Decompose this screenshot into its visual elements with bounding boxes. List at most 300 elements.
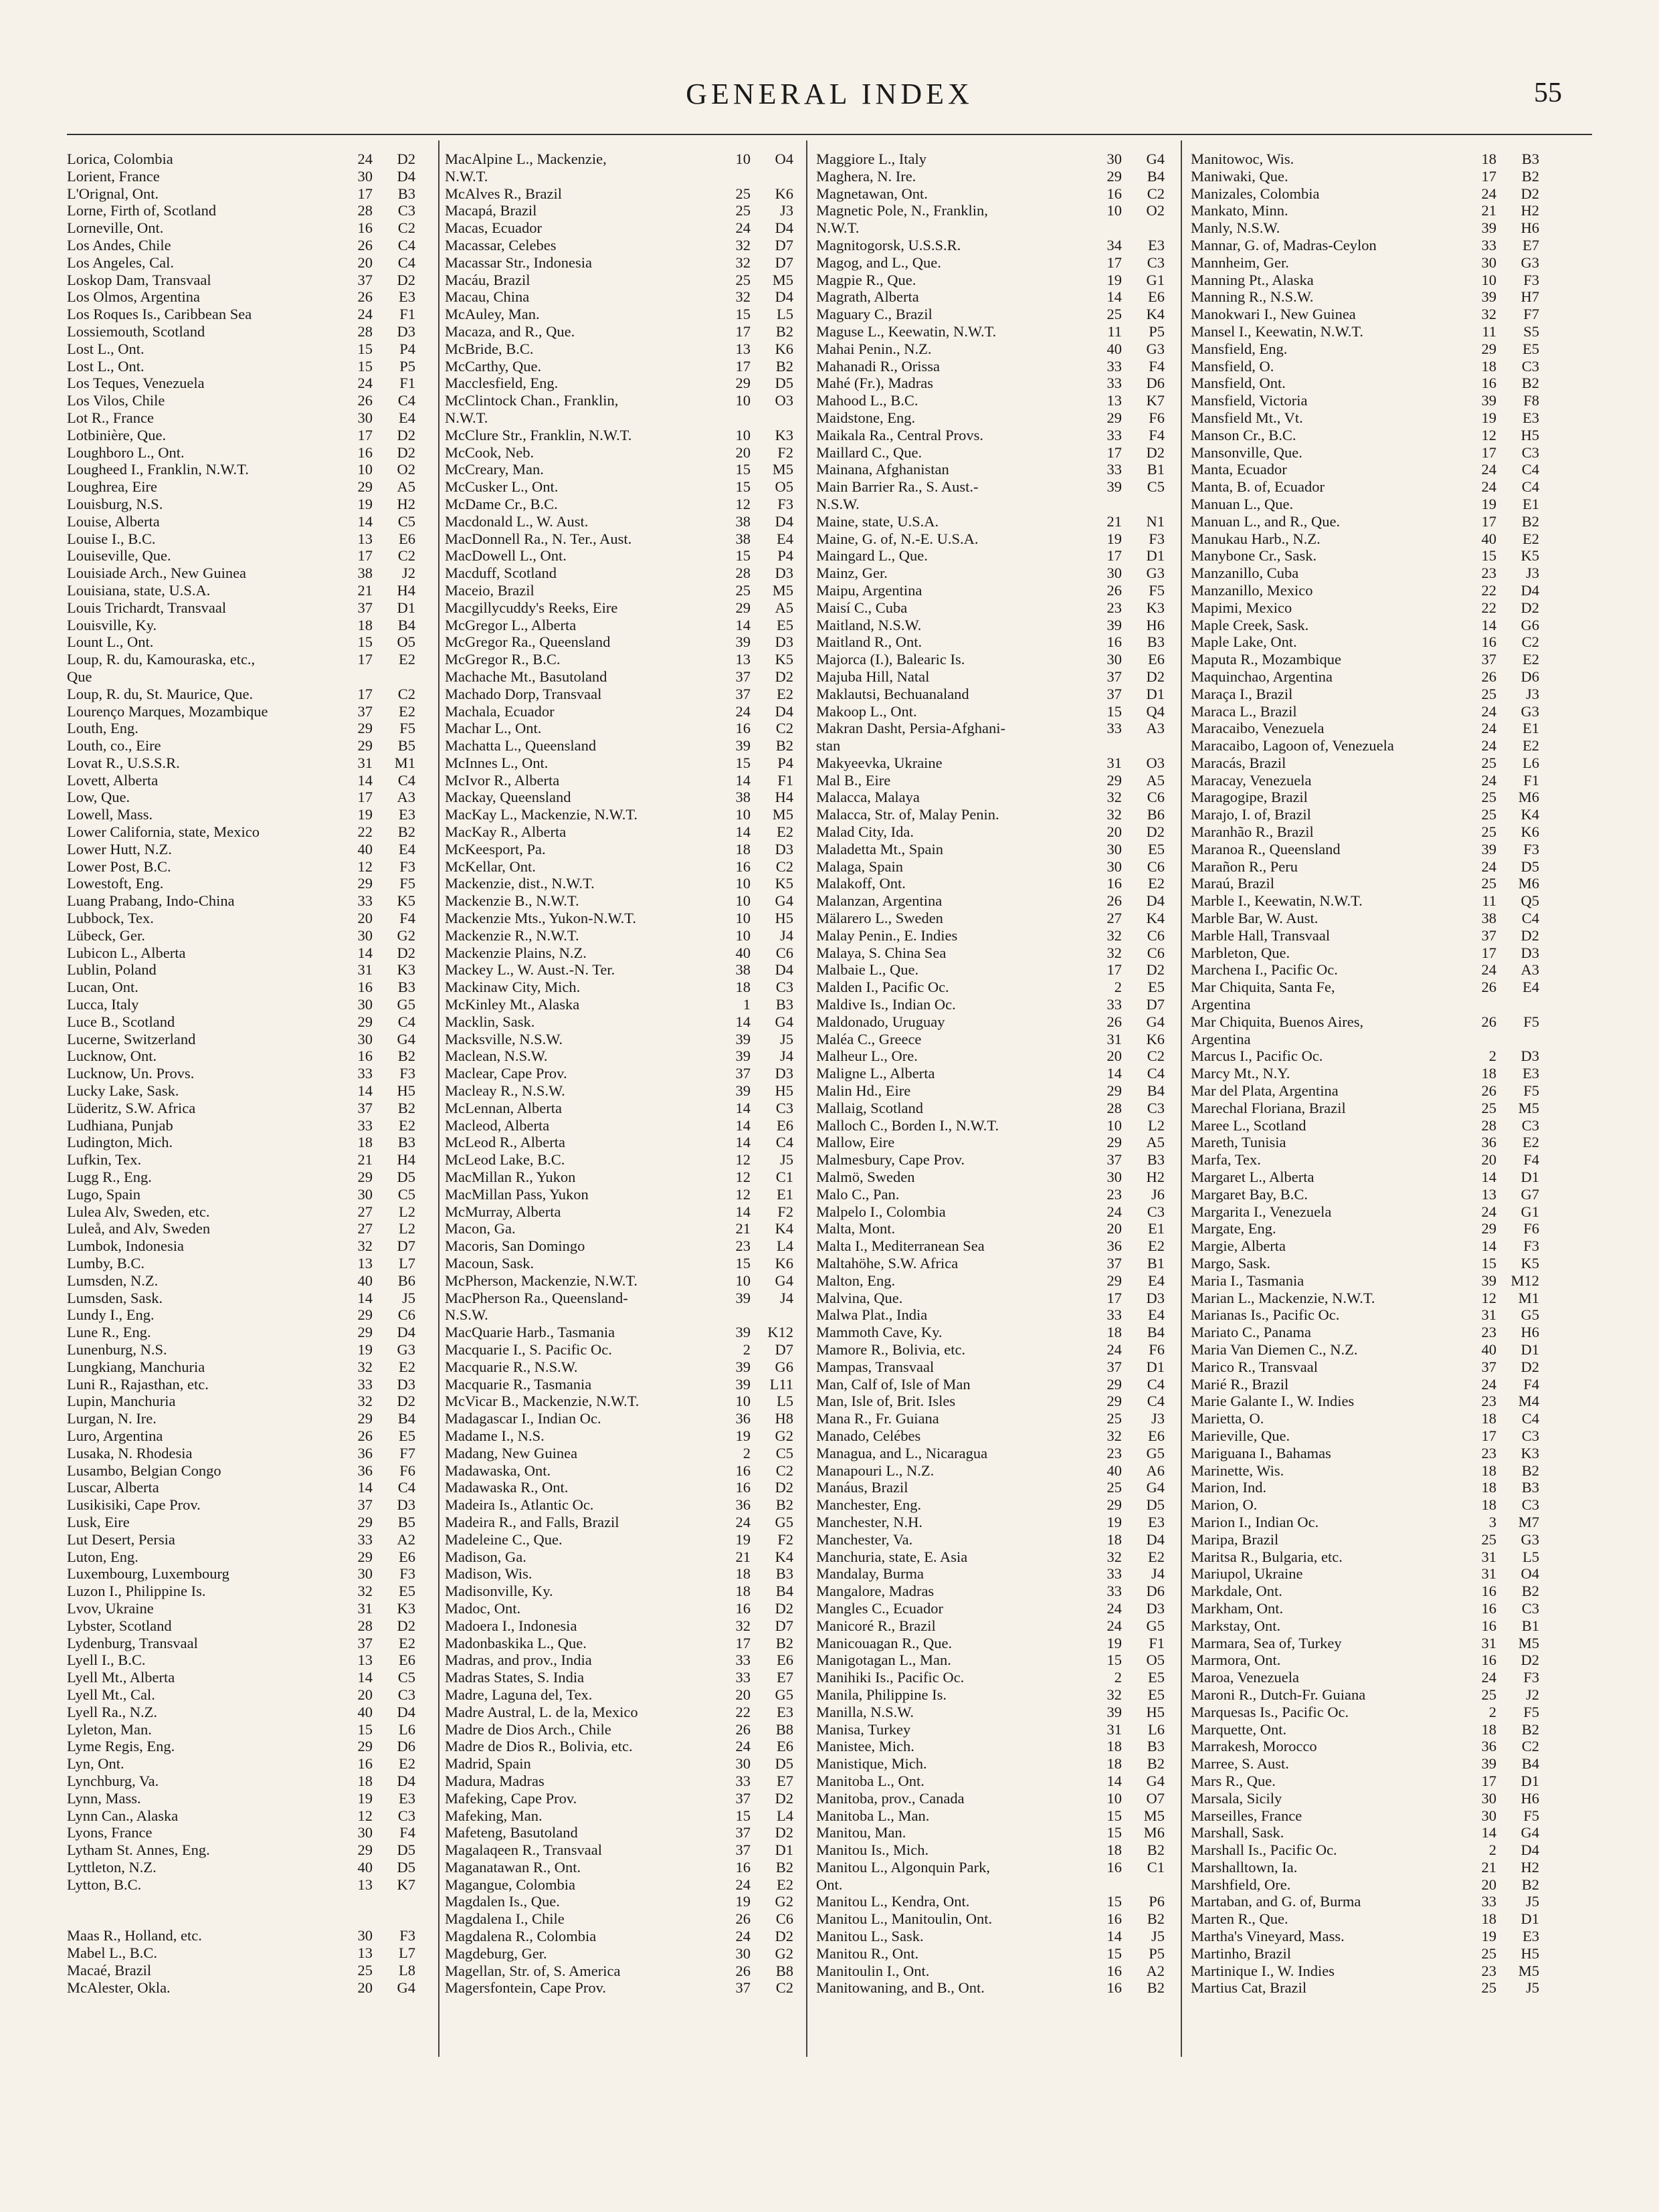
index-entry — [67, 1807, 425, 1825]
grid-square: M5 — [1518, 1634, 1539, 1651]
grid-square: C4 — [775, 1134, 793, 1151]
index-entry — [1191, 427, 1549, 444]
index-entry — [816, 565, 1174, 582]
index-entry — [816, 927, 1174, 944]
map-page: 26 — [1106, 1013, 1122, 1030]
grid-square: P5 — [1149, 1944, 1165, 1962]
index-entry — [1191, 478, 1549, 496]
index-entry — [1191, 651, 1549, 668]
index-entry — [445, 1341, 803, 1359]
place-name: Maraca L., Brazil — [1191, 702, 1297, 720]
index-entry — [816, 1237, 1174, 1255]
place-name: Malpelo I., Colombia — [816, 1203, 946, 1220]
place-name: Manitowoc, Wis. — [1191, 150, 1294, 167]
index-entry — [445, 1445, 803, 1462]
map-page: 24 — [357, 306, 373, 323]
map-page: 10 — [735, 910, 751, 927]
grid-square: D2 — [1521, 1651, 1539, 1669]
place-name: Lost L., Ont. — [67, 357, 144, 375]
place-name: Macquarie I., S. Pacific Oc. — [445, 1340, 612, 1358]
map-page: 30 — [1106, 150, 1122, 167]
grid-square: D3 — [397, 1496, 415, 1514]
place-name: Maritsa R., Bulgaria, etc. — [1191, 1548, 1343, 1565]
index-entry — [445, 1928, 803, 1945]
map-page: 14 — [735, 1116, 751, 1134]
grid-square: K6 — [1146, 1030, 1165, 1047]
map-page: 16 — [735, 1462, 751, 1479]
map-page: 20 — [1481, 1876, 1496, 1893]
map-page: 13 — [357, 530, 373, 547]
map-page: 36 — [735, 1496, 751, 1514]
index-entry — [816, 1910, 1174, 1928]
grid-square: D2 — [1521, 1358, 1539, 1375]
grid-square: D5 — [775, 1755, 793, 1773]
map-page: 16 — [1106, 633, 1122, 651]
place-name: Maipu, Argentina — [816, 581, 922, 599]
map-page: 29 — [1106, 167, 1122, 185]
map-page: 22 — [1481, 599, 1496, 616]
grid-square: G1 — [1521, 1203, 1539, 1220]
grid-square: B2 — [1521, 1720, 1539, 1738]
grid-square: F1 — [399, 306, 415, 323]
map-page: 22 — [357, 823, 373, 841]
map-page: 33 — [1106, 1583, 1122, 1600]
grid-square: S5 — [1523, 322, 1539, 340]
grid-square: J2 — [1525, 1686, 1539, 1703]
grid-square: G4 — [1146, 1772, 1165, 1789]
place-name: Luxembourg, Luxembourg — [67, 1565, 229, 1583]
grid-square: C3 — [1147, 1099, 1165, 1116]
place-name: Marrakesh, Morocco — [1191, 1738, 1317, 1755]
map-page: 13 — [357, 1876, 373, 1893]
map-page: 39 — [735, 1289, 751, 1306]
place-name: Manila, Philippine Is. — [816, 1686, 947, 1703]
grid-square: M7 — [1518, 1513, 1539, 1530]
grid-square: E2 — [777, 685, 793, 702]
place-name: Luro, Argentina — [67, 1427, 163, 1444]
index-entry — [1191, 513, 1549, 530]
place-name: Malbaie L., Que. — [816, 961, 919, 979]
grid-square: E3 — [399, 288, 415, 306]
place-name: Manchester, Va. — [816, 1530, 913, 1548]
index-entry — [816, 1134, 1174, 1151]
place-name: Lundy I., Eng. — [67, 1306, 155, 1324]
place-name: Louisburg, N.S. — [67, 495, 163, 512]
map-page: 16 — [735, 1479, 751, 1496]
index-entry — [67, 1944, 425, 1962]
map-page: 17 — [357, 651, 373, 668]
place-name: Mackinaw City, Mich. — [445, 979, 581, 996]
map-page: 15 — [357, 633, 373, 651]
place-name: Mansfield, Eng. — [1191, 340, 1288, 357]
map-page: 30 — [357, 1185, 373, 1203]
grid-square: F3 — [777, 495, 793, 512]
map-page: 28 — [1481, 1116, 1496, 1134]
index-entry — [445, 1186, 803, 1203]
index-entry — [445, 461, 803, 478]
place-name: Luni R., Rajasthan, etc. — [67, 1375, 209, 1393]
place-name: Macksville, N.S.W. — [445, 1030, 563, 1047]
index-entry — [445, 1169, 803, 1186]
place-name: Makoop L., Ont. — [816, 702, 917, 720]
map-page: 17 — [1481, 443, 1496, 461]
place-name: Mana R., Fr. Guiana — [816, 1410, 939, 1427]
map-page: 37 — [1106, 668, 1122, 685]
grid-square: D2 — [1146, 443, 1165, 461]
index-entry — [1191, 1479, 1549, 1496]
place-name: Lost L., Ont. — [67, 340, 144, 357]
index-entry — [67, 530, 425, 548]
map-page: 32 — [1106, 1548, 1122, 1565]
grid-square: L5 — [777, 306, 793, 323]
map-page: 24 — [735, 1876, 751, 1893]
place-name: Macdonald L., W. Aust. — [445, 512, 589, 530]
index-entry — [67, 1496, 425, 1514]
map-page: 24 — [1481, 1375, 1496, 1393]
grid-square: H7 — [1521, 288, 1539, 306]
index-entry — [445, 1013, 803, 1031]
grid-square: C4 — [1521, 1410, 1539, 1427]
grid-square: A2 — [397, 1530, 415, 1548]
grid-square: E7 — [777, 1669, 793, 1686]
grid-square: C6 — [1147, 926, 1165, 944]
place-name: Magpie R., Que. — [816, 271, 916, 288]
index-entry — [816, 1065, 1174, 1082]
grid-square: L11 — [769, 1375, 793, 1393]
place-name: Magellan, Str. of, S. America — [445, 1962, 621, 1979]
place-name: Maria I., Tasmania — [1191, 1272, 1304, 1289]
grid-square: H2 — [1146, 1169, 1165, 1186]
grid-square: D4 — [775, 961, 793, 979]
index-entry — [67, 1721, 425, 1738]
map-page: 26 — [1106, 581, 1122, 599]
place-name: Lusikisiki, Cape Prov. — [67, 1496, 201, 1514]
grid-square: J3 — [1151, 1410, 1165, 1427]
place-name: Lusambo, Belgian Congo — [67, 1462, 221, 1479]
grid-square: K5 — [775, 651, 793, 668]
map-page: 32 — [1106, 1427, 1122, 1444]
index-entry — [1191, 944, 1549, 962]
grid-square: H8 — [775, 1410, 793, 1427]
map-page: 33 — [357, 1375, 373, 1393]
index-entry — [445, 1876, 803, 1894]
map-page: 17 — [357, 426, 373, 443]
place-name: Mansfield, Victoria — [1191, 392, 1308, 409]
grid-square: D2 — [775, 1928, 793, 1945]
index-entry — [445, 565, 803, 582]
map-page: 10 — [735, 926, 751, 944]
place-name: Mackey L., W. Aust.-N. Ter. — [445, 961, 615, 979]
grid-square: F6 — [1523, 1220, 1539, 1237]
index-entry — [445, 340, 803, 358]
map-page: 30 — [357, 167, 373, 185]
index-entry — [67, 202, 425, 219]
grid-square: G3 — [1146, 565, 1165, 582]
grid-square: D4 — [775, 512, 793, 530]
grid-square: E5 — [1148, 840, 1165, 858]
index-entry — [445, 1031, 803, 1048]
index-entry — [1191, 1514, 1549, 1531]
index-entry — [816, 323, 1174, 340]
index-entry — [445, 1255, 803, 1272]
index-entry — [67, 1790, 425, 1807]
index-entry — [445, 927, 803, 944]
index-entry — [67, 1255, 425, 1272]
grid-square: D2 — [397, 271, 415, 288]
grid-square: C3 — [1521, 1116, 1539, 1134]
place-name: Lowestoft, Eng. — [67, 875, 164, 892]
place-name: Lucan, Ont. — [67, 979, 138, 996]
place-name: Lyell Mt., Alberta — [67, 1669, 175, 1686]
index-entry — [67, 633, 425, 651]
index-entry — [1191, 1979, 1549, 1997]
map-page: 33 — [1106, 1306, 1122, 1324]
map-page: 32 — [357, 1237, 373, 1255]
index-entry — [445, 1721, 803, 1738]
map-page: 39 — [735, 1375, 751, 1393]
index-entry — [816, 1117, 1174, 1134]
grid-square: F5 — [1149, 581, 1165, 599]
grid-square: M6 — [1143, 1824, 1165, 1841]
grid-square: K12 — [767, 1324, 793, 1341]
map-page: 14 — [357, 944, 373, 961]
map-page: 31 — [357, 1599, 373, 1617]
place-name: McAlester, Okla. — [67, 1979, 171, 1996]
place-name: Magnetawan, Ont. — [816, 185, 928, 202]
map-page: 25 — [1106, 306, 1122, 323]
map-page: 24 — [735, 1513, 751, 1530]
index-entry — [445, 1979, 803, 1997]
map-page: 33 — [1106, 375, 1122, 392]
grid-square: D2 — [1146, 961, 1165, 979]
index-entry — [67, 582, 425, 599]
index-entry — [445, 1393, 803, 1410]
grid-square: B2 — [397, 1099, 415, 1116]
map-page: 19 — [1106, 1513, 1122, 1530]
grid-square: D2 — [397, 944, 415, 961]
index-entry — [445, 1290, 803, 1324]
map-page: 38 — [735, 530, 751, 547]
grid-square: E5 — [1523, 340, 1539, 357]
index-entry — [816, 979, 1174, 996]
place-name: McAlves R., Brazil — [445, 185, 562, 202]
index-entry — [816, 547, 1174, 565]
index-entry — [1191, 1945, 1549, 1963]
map-page: 18 — [357, 1772, 373, 1789]
map-page: 37 — [735, 1789, 751, 1807]
grid-square: B3 — [775, 996, 793, 1013]
map-page: 29 — [357, 720, 373, 737]
index-entry — [445, 703, 803, 720]
grid-square: J4 — [779, 926, 793, 944]
index-entry — [1191, 633, 1549, 651]
map-page: 16 — [1106, 875, 1122, 892]
index-entry — [816, 1445, 1174, 1462]
place-name: Los Roques Is., Caribbean Sea — [67, 306, 252, 323]
place-name: Martinique I., W. Indies — [1191, 1962, 1335, 1979]
map-page: 15 — [1106, 1944, 1122, 1962]
index-entry — [67, 1410, 425, 1427]
grid-square: D6 — [397, 1738, 415, 1755]
grid-square: J6 — [1151, 1185, 1165, 1203]
place-name: Manuan L., and R., Que. — [1191, 512, 1341, 530]
place-name: Mackenzie B., N.W.T. — [445, 892, 579, 910]
place-name: Maingard L., Que. — [816, 547, 928, 565]
place-name: Markstay, Ont. — [1191, 1617, 1281, 1634]
grid-square: D1 — [1521, 1169, 1539, 1186]
place-name: McCreary, Man. — [445, 461, 544, 478]
index-entry — [816, 1341, 1174, 1359]
grid-square: C4 — [1147, 1375, 1165, 1393]
place-name: Ludington, Mich. — [67, 1134, 173, 1151]
grid-square: D5 — [397, 1169, 415, 1186]
grid-square: C2 — [1521, 1738, 1539, 1755]
map-page: 29 — [357, 1324, 373, 1341]
map-page: 25 — [1481, 1979, 1496, 1997]
map-page: 15 — [357, 340, 373, 357]
index-entry — [445, 1945, 803, 1963]
grid-square: J5 — [1525, 1979, 1539, 1997]
index-entry — [67, 1100, 425, 1117]
map-page: 37 — [357, 702, 373, 720]
place-name: Maggiore L., Italy — [816, 150, 926, 167]
map-page: 24 — [735, 702, 751, 720]
map-page: 18 — [1106, 1324, 1122, 1341]
map-page: 37 — [735, 1065, 751, 1082]
index-entry — [445, 530, 803, 548]
place-name: Marinette, Wis. — [1191, 1462, 1284, 1479]
grid-square: G6 — [1521, 616, 1539, 633]
index-entry — [67, 409, 425, 427]
index-entry — [445, 1755, 803, 1773]
grid-square: C2 — [1521, 633, 1539, 651]
place-name: McGregor Ra., Queensland — [445, 633, 611, 651]
map-page: 20 — [357, 1686, 373, 1703]
grid-square: K4 — [1146, 306, 1165, 323]
grid-square: F4 — [399, 1824, 415, 1841]
index-entry — [67, 1272, 425, 1290]
place-name: Marble Hall, Transvaal — [1191, 926, 1331, 944]
index-entry — [67, 772, 425, 789]
place-name: Macapá, Brazil — [445, 202, 537, 219]
grid-square: C3 — [1521, 443, 1539, 461]
place-name: Manistee, Mich. — [816, 1738, 914, 1755]
index-entry — [445, 1859, 803, 1876]
map-page: 15 — [357, 357, 373, 375]
grid-square: G2 — [397, 926, 415, 944]
map-page: 32 — [357, 1358, 373, 1375]
map-page: 17 — [1481, 1772, 1496, 1789]
grid-square: M5 — [772, 461, 793, 478]
place-name: McGregor R., B.C. — [445, 651, 561, 668]
index-entry — [445, 496, 803, 513]
map-page: 17 — [357, 789, 373, 806]
index-entry — [1191, 1117, 1549, 1134]
place-name: Maputa R., Mozambique — [1191, 651, 1341, 668]
index-entry — [816, 686, 1174, 703]
grid-square: M5 — [772, 806, 793, 823]
index-column-1 — [67, 150, 425, 1997]
place-name: Malloch C., Borden I., N.W.T. — [816, 1116, 999, 1134]
grid-square: F3 — [1149, 530, 1165, 547]
map-page: 30 — [1106, 651, 1122, 668]
index-entry — [445, 1359, 803, 1376]
grid-square: G5 — [1146, 1617, 1165, 1634]
map-page: 14 — [735, 616, 751, 633]
index-entry — [445, 1272, 803, 1290]
place-name: Lot R., France — [67, 409, 154, 426]
place-name: Maléa C., Greece — [816, 1030, 922, 1047]
grid-square: B3 — [1147, 633, 1165, 651]
grid-square: C4 — [397, 254, 415, 271]
index-entry — [1191, 961, 1549, 979]
index-entry — [1191, 1496, 1549, 1514]
index-entry — [1191, 1220, 1549, 1237]
index-entry — [816, 375, 1174, 392]
place-name: Mahood L., B.C. — [816, 392, 918, 409]
index-entry — [67, 1376, 425, 1393]
map-page: 14 — [735, 771, 751, 789]
grid-square: F4 — [1523, 1151, 1539, 1169]
map-page: 11 — [1107, 322, 1122, 340]
map-page: 12 — [357, 858, 373, 875]
place-name: Lune R., Eng. — [67, 1324, 151, 1341]
grid-square: G4 — [1146, 1479, 1165, 1496]
place-name: Marian L., Mackenzie, N.W.T. — [1191, 1289, 1375, 1306]
index-entry — [445, 1082, 803, 1100]
place-name: Margie, Alberta — [1191, 1237, 1286, 1255]
map-page: 24 — [1481, 461, 1496, 478]
place-name: Mampas, Transvaal — [816, 1358, 935, 1375]
index-entry — [816, 1255, 1174, 1272]
map-page: 33 — [357, 1530, 373, 1548]
map-page: 21 — [1481, 1858, 1496, 1876]
grid-square: D3 — [775, 565, 793, 582]
map-page: 33 — [735, 1651, 751, 1669]
place-name: Lumsden, N.Z. — [67, 1272, 159, 1289]
map-page: 13 — [357, 1255, 373, 1272]
place-name: Maceio, Brazil — [445, 581, 534, 599]
index-entry — [816, 1945, 1174, 1963]
place-name: Maranoa R., Queensland — [1191, 840, 1341, 858]
map-page: 24 — [1481, 478, 1496, 496]
map-page: 18 — [1481, 1462, 1496, 1479]
place-name: Maracay, Venezuela — [1191, 771, 1312, 789]
grid-square: D2 — [775, 668, 793, 685]
map-page: 29 — [357, 1306, 373, 1324]
grid-square: G1 — [1146, 271, 1165, 288]
map-page: 38 — [1481, 910, 1496, 927]
map-page: 17 — [357, 185, 373, 202]
place-name: Mankato, Minn. — [1191, 202, 1288, 219]
place-name: Magalaqeen R., Transvaal — [445, 1841, 602, 1859]
index-entry — [1191, 1721, 1549, 1738]
map-page: 29 — [1106, 1134, 1122, 1151]
place-name: Malmö, Sweden — [816, 1169, 915, 1186]
index-entry — [445, 1496, 803, 1514]
map-page: 29 — [357, 478, 373, 496]
map-page: 17 — [1481, 512, 1496, 530]
index-entry — [445, 858, 803, 876]
place-name: Managua, and L., Nicaragua — [816, 1444, 988, 1462]
grid-square: B4 — [1147, 1324, 1165, 1341]
place-name: Lovett, Alberta — [67, 771, 159, 789]
grid-square: D2 — [1521, 926, 1539, 944]
grid-square: G4 — [775, 1013, 793, 1030]
map-page: 29 — [357, 1013, 373, 1030]
place-name: Macaé, Brazil — [67, 1962, 152, 1979]
grid-square: J5 — [401, 1289, 415, 1306]
